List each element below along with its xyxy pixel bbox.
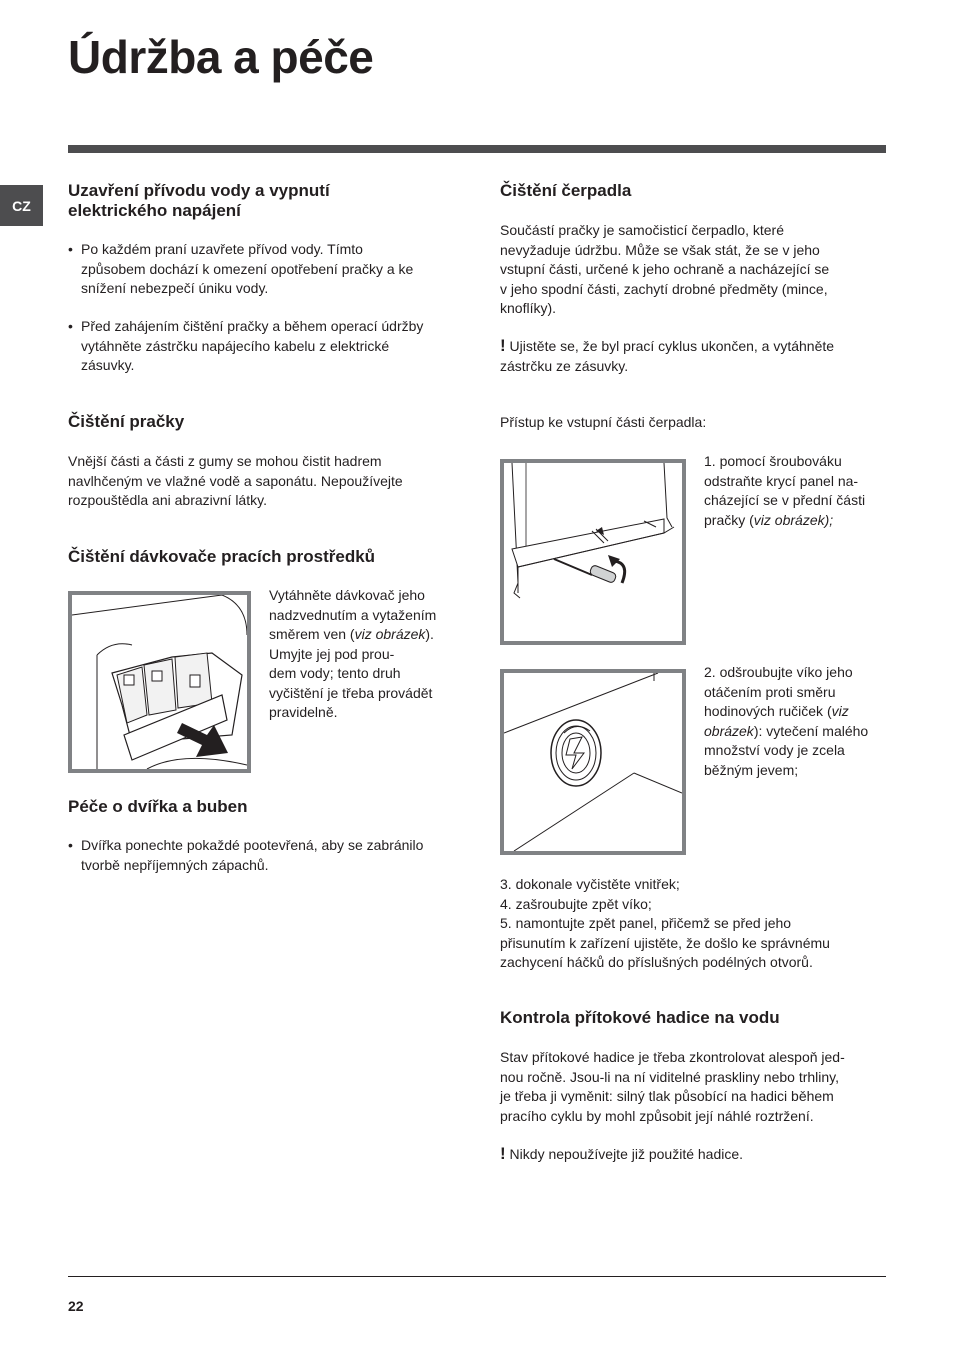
screwdriver-panel-illustration [500,459,686,645]
text-line: 5. namontujte zpět panel, přičemž se před jeho [500,915,792,931]
page-title: Údržba a péče [68,31,374,83]
text-line: Umyjte jej pod prou- [269,645,395,662]
text-line: nadzvednutím a vytažením [269,606,437,623]
paragraph [500,221,829,319]
pump-access-label: Přístup ke vstupní části čerpadla: [500,414,707,430]
warning-icon: ! [500,336,506,355]
text-line: vstupní části, určené k jeho ochraně a nacházející se [500,261,830,277]
text-line: množství vody je zcela [704,742,845,758]
page-number: 22 [68,1298,84,1314]
text-line: směrem ven (viz obrázek). [269,626,434,642]
pump-cap-illustration [500,669,686,855]
text-line: 3. dokonale vyčistěte vnitřek; [500,876,680,892]
text-line: pračky (viz obrázek); [704,511,834,528]
text-line: nevyžaduje údržbu. Může se však stát, že se v jeho [500,241,820,258]
detergent-drawer-icon [72,595,247,769]
text-line: vyčištění je třeba provádět [269,684,433,701]
text-line: dem vody; tento druh [269,665,401,681]
step-1 [704,452,865,530]
text-line: zachycení háčků do příslušných podélných otvorů. [500,954,813,970]
text-line: navlhčeným ve vlažné vodě a saponátu. Nepoužívejte [68,472,403,489]
header-rule [68,145,886,153]
text-line: Stav přítokové hadice je třeba zkontrolovat alespoň jed- [500,1049,845,1065]
text-line: hodinových ručiček (viz [704,703,849,719]
section-heading-washer-cleaning: Čištění pračky [68,412,185,431]
section-heading-pump: Čištění čerpadla [500,181,632,200]
text-line: nou ročně. Jsou-li na ní viditelné praskliny nebo trhliny, [500,1068,840,1085]
text-line: zástrčku ze zásuvky. [500,357,629,374]
text-line: snížení nebezpečí úniku vody. [81,280,269,296]
text-line: Vytáhněte dávkovač jeho [269,587,425,603]
bullet-dot: • [68,318,73,334]
text-line: Před zahájením čištění pračky a během operací údržby [81,318,424,334]
text-line: 4. zašroubujte zpět víko; [500,895,652,912]
steps-3-5 [500,875,830,973]
text-line: pravidelně. [269,704,338,720]
text-line: Nikdy nepoužívejte již použité hadice. [505,1146,744,1162]
text-line: odstraňte krycí panel na- [704,472,859,489]
warning-note [500,336,834,376]
warning-icon: ! [500,1144,506,1163]
heading-line: elektrického napájení [68,201,241,220]
pump-cap-icon [504,673,682,851]
text-line: přisunutím k zařízení ujistěte, že došlo ke správnému [500,934,830,951]
footer-rule [68,1276,886,1277]
bullet-dot: • [68,241,73,257]
paragraph [68,452,403,511]
dispenser-instructions [269,586,436,723]
paragraph [500,1048,845,1126]
section-heading-door-drum: Péče o dvířka a buben [68,797,248,816]
text-line: 2. odšroubujte víko jeho [704,664,853,680]
text-line: zásuvky. [81,357,135,373]
text-line: otáčením proti směru [704,683,836,700]
text-line: knoflíky). [500,300,557,316]
section-heading-hose: Kontrola přítokové hadice na vodu [500,1008,780,1027]
text-line: 1. pomocí šroubováku [704,453,842,469]
text-line: způsobem dochází k omezení opotřebení pračky a ke [81,260,414,277]
screwdriver-icon [504,463,682,641]
text-line: tvorbě nepříjemných zápachů. [81,856,269,873]
detergent-drawer-illustration [68,591,251,773]
text-line: vytáhněte zástrčku napájecího kabelu z elektrické [81,337,390,354]
text-line: v jeho spodní části, zachytí drobné předměty (mince, [500,280,828,297]
text-line: pracího cyklu by mohl způsobit její náhlé roztržení. [500,1107,814,1124]
text-line: Součástí pračky je samočisticí čerpadlo, které [500,222,785,238]
text-line: je třeba ji vyměnit: silný tlak působící na hadici během [500,1088,834,1104]
section-heading-dispenser: Čištění dávkovače pracích prostředků [68,547,376,566]
text-line: Vnější části a části z gumy se mohou čistit hadrem [68,453,382,469]
text-line: Dvířka ponechte pokaždé pootevřená, aby se zabránilo [81,837,424,853]
section-heading-water-power [68,181,330,221]
text-line: rozpouštědla ani abrazivní látky. [68,492,267,508]
text-line: Po každém praní uzavřete přívod vody. Tímto [81,241,363,257]
heading-line: Uzavření přívodu vody a vypnutí [68,181,330,200]
language-tab: CZ [0,185,43,226]
warning-note [500,1144,743,1165]
step-2 [704,663,868,780]
text-line: obrázek): vytečení malého [704,722,869,739]
text-line: Ujistěte se, že byl prací cyklus ukončen, a vytáhněte [505,338,835,354]
bullet-dot: • [68,837,73,853]
text-line: běžným jevem; [704,761,799,778]
text-line: cházející se v přední části [704,492,866,508]
